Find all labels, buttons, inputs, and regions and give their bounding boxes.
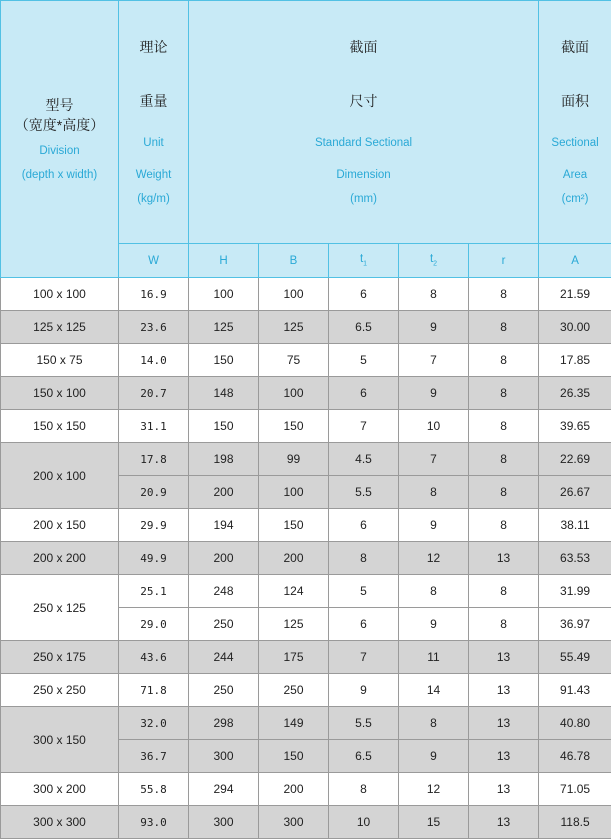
table-row xyxy=(1,575,611,608)
a-cell: 38.11 xyxy=(539,509,611,542)
a-cell: 91.43 xyxy=(539,674,611,707)
t1-cell: 9 xyxy=(329,674,399,707)
r-cell: 13 xyxy=(469,707,539,740)
w-cell: 29.9 xyxy=(119,509,189,542)
r-cell: 8 xyxy=(469,311,539,344)
b-cell: 125 xyxy=(259,311,329,344)
h-cell: 300 xyxy=(189,740,259,773)
table-row xyxy=(1,410,611,443)
table-row xyxy=(1,806,611,839)
w-cell: 49.9 xyxy=(119,542,189,575)
t2-cell: 7 xyxy=(399,344,469,377)
h-cell: 150 xyxy=(189,344,259,377)
b-cell: 175 xyxy=(259,641,329,674)
division-cell: 150 x 75 xyxy=(1,344,119,377)
t2-subscript: 2 xyxy=(433,261,437,268)
table-row xyxy=(1,377,611,410)
w-cell: 16.9 xyxy=(119,278,189,311)
division-zh-title: 型号 xyxy=(1,95,118,115)
a-cell: 63.53 xyxy=(539,542,611,575)
r-cell: 8 xyxy=(469,443,539,476)
b-cell: 300 xyxy=(259,806,329,839)
division-cell: 300 x 150 xyxy=(1,707,119,773)
division-cell: 300 x 300 xyxy=(1,806,119,839)
r-cell: 8 xyxy=(469,509,539,542)
w-cell: 29.0 xyxy=(119,608,189,641)
h-cell: 298 xyxy=(189,707,259,740)
b-cell: 99 xyxy=(259,443,329,476)
division-cell: 150 x 150 xyxy=(1,410,119,443)
table-header xyxy=(1,1,611,278)
a-cell: 31.99 xyxy=(539,575,611,608)
w-cell: 36.7 xyxy=(119,740,189,773)
a-cell: 26.35 xyxy=(539,377,611,410)
t1-cell: 5 xyxy=(329,344,399,377)
t1-cell: 6.5 xyxy=(329,311,399,344)
division-cell: 125 x 125 xyxy=(1,311,119,344)
a-cell: 26.67 xyxy=(539,476,611,509)
division-cell: 150 x 100 xyxy=(1,377,119,410)
header-dimension xyxy=(189,1,539,244)
division-en-subtitle: (depth x width) xyxy=(1,167,118,183)
a-cell: 46.78 xyxy=(539,740,611,773)
b-cell: 150 xyxy=(259,740,329,773)
division-cell: 250 x 125 xyxy=(1,575,119,641)
dimension-en-1: Standard Sectional xyxy=(189,135,538,151)
w-cell: 55.8 xyxy=(119,773,189,806)
r-cell: 8 xyxy=(469,278,539,311)
t2-cell: 8 xyxy=(399,278,469,311)
w-cell: 31.1 xyxy=(119,410,189,443)
r-cell: 8 xyxy=(469,476,539,509)
h-cell: 100 xyxy=(189,278,259,311)
header-area xyxy=(539,1,611,244)
table-row xyxy=(1,707,611,740)
r-cell: 13 xyxy=(469,740,539,773)
t1-cell: 5.5 xyxy=(329,707,399,740)
division-cell: 200 x 200 xyxy=(1,542,119,575)
a-cell: 40.80 xyxy=(539,707,611,740)
b-cell: 100 xyxy=(259,278,329,311)
r-cell: 8 xyxy=(469,344,539,377)
table-row xyxy=(1,542,611,575)
t1-cell: 6 xyxy=(329,608,399,641)
h-cell: 200 xyxy=(189,542,259,575)
r-cell: 8 xyxy=(469,377,539,410)
area-zh-2: 面积 xyxy=(539,91,611,111)
h-cell: 150 xyxy=(189,410,259,443)
t1-label: t xyxy=(360,253,363,265)
a-cell: 39.65 xyxy=(539,410,611,443)
t2-cell: 14 xyxy=(399,674,469,707)
b-cell: 149 xyxy=(259,707,329,740)
h-cell: 148 xyxy=(189,377,259,410)
area-en-1: Sectional xyxy=(539,135,611,151)
w-cell: 17.8 xyxy=(119,443,189,476)
h-cell: 198 xyxy=(189,443,259,476)
h-cell: 248 xyxy=(189,575,259,608)
t2-cell: 9 xyxy=(399,608,469,641)
h-cell: 125 xyxy=(189,311,259,344)
subheader-a: A xyxy=(539,244,611,278)
area-en-3: (cm²) xyxy=(539,191,611,207)
subheader-t2 xyxy=(399,244,469,278)
subheader-h: H xyxy=(189,244,259,278)
table-row xyxy=(1,443,611,476)
t1-subscript: 1 xyxy=(363,261,367,268)
w-cell: 14.0 xyxy=(119,344,189,377)
w-cell: 43.6 xyxy=(119,641,189,674)
b-cell: 200 xyxy=(259,542,329,575)
table-body xyxy=(1,278,611,839)
t2-cell: 12 xyxy=(399,773,469,806)
w-cell: 71.8 xyxy=(119,674,189,707)
a-cell: 71.05 xyxy=(539,773,611,806)
weight-zh-2: 重量 xyxy=(119,91,188,111)
b-cell: 100 xyxy=(259,377,329,410)
weight-en-2: Weight xyxy=(119,167,188,183)
subheader-b: B xyxy=(259,244,329,278)
t2-cell: 10 xyxy=(399,410,469,443)
h-cell: 244 xyxy=(189,641,259,674)
r-cell: 8 xyxy=(469,608,539,641)
dimension-en-3: (mm) xyxy=(189,191,538,207)
division-en-title: Division xyxy=(1,143,118,159)
a-cell: 118.5 xyxy=(539,806,611,839)
r-cell: 13 xyxy=(469,674,539,707)
w-cell: 20.9 xyxy=(119,476,189,509)
t1-cell: 7 xyxy=(329,410,399,443)
b-cell: 100 xyxy=(259,476,329,509)
a-cell: 17.85 xyxy=(539,344,611,377)
r-cell: 13 xyxy=(469,542,539,575)
dimension-en-2: Dimension xyxy=(189,167,538,183)
b-cell: 150 xyxy=(259,410,329,443)
dimension-zh-1: 截面 xyxy=(189,37,538,57)
t1-cell: 4.5 xyxy=(329,443,399,476)
w-cell: 25.1 xyxy=(119,575,189,608)
b-cell: 125 xyxy=(259,608,329,641)
b-cell: 250 xyxy=(259,674,329,707)
t1-cell: 8 xyxy=(329,773,399,806)
weight-en-1: Unit xyxy=(119,135,188,151)
division-cell: 100 x 100 xyxy=(1,278,119,311)
area-zh-1: 截面 xyxy=(539,37,611,57)
t1-cell: 5.5 xyxy=(329,476,399,509)
b-cell: 124 xyxy=(259,575,329,608)
table-row xyxy=(1,311,611,344)
t1-cell: 8 xyxy=(329,542,399,575)
h-cell: 250 xyxy=(189,674,259,707)
t2-cell: 15 xyxy=(399,806,469,839)
table-row xyxy=(1,278,611,311)
b-cell: 200 xyxy=(259,773,329,806)
table-row xyxy=(1,674,611,707)
t2-cell: 8 xyxy=(399,575,469,608)
t1-cell: 6 xyxy=(329,509,399,542)
t2-cell: 7 xyxy=(399,443,469,476)
subheader-w: W xyxy=(119,244,189,278)
area-en-2: Area xyxy=(539,167,611,183)
header-division xyxy=(1,1,119,278)
subheader-t1 xyxy=(329,244,399,278)
table-row xyxy=(1,773,611,806)
division-cell: 250 x 250 xyxy=(1,674,119,707)
r-cell: 8 xyxy=(469,575,539,608)
b-cell: 75 xyxy=(259,344,329,377)
t1-cell: 10 xyxy=(329,806,399,839)
a-cell: 21.59 xyxy=(539,278,611,311)
dimension-zh-2: 尺寸 xyxy=(189,91,538,111)
t2-cell: 9 xyxy=(399,377,469,410)
division-cell: 200 x 150 xyxy=(1,509,119,542)
weight-en-3: (kg/m) xyxy=(119,191,188,207)
t1-cell: 7 xyxy=(329,641,399,674)
t2-cell: 11 xyxy=(399,641,469,674)
w-cell: 32.0 xyxy=(119,707,189,740)
r-cell: 8 xyxy=(469,410,539,443)
r-cell: 13 xyxy=(469,806,539,839)
b-cell: 150 xyxy=(259,509,329,542)
t1-cell: 6.5 xyxy=(329,740,399,773)
a-cell: 22.69 xyxy=(539,443,611,476)
division-cell: 300 x 200 xyxy=(1,773,119,806)
h-cell: 300 xyxy=(189,806,259,839)
t2-cell: 8 xyxy=(399,707,469,740)
a-cell: 30.00 xyxy=(539,311,611,344)
t1-cell: 6 xyxy=(329,377,399,410)
r-cell: 13 xyxy=(469,641,539,674)
r-cell: 13 xyxy=(469,773,539,806)
t2-label: t xyxy=(430,253,433,265)
t1-cell: 6 xyxy=(329,278,399,311)
t2-cell: 12 xyxy=(399,542,469,575)
h-cell: 194 xyxy=(189,509,259,542)
t2-cell: 9 xyxy=(399,740,469,773)
a-cell: 36.97 xyxy=(539,608,611,641)
w-cell: 23.6 xyxy=(119,311,189,344)
table-row xyxy=(1,344,611,377)
w-cell: 20.7 xyxy=(119,377,189,410)
division-cell: 250 x 175 xyxy=(1,641,119,674)
subheader-r: r xyxy=(469,244,539,278)
t2-cell: 8 xyxy=(399,476,469,509)
table-row xyxy=(1,509,611,542)
weight-zh-1: 理论 xyxy=(119,37,188,57)
division-zh-subtitle: （宽度*高度） xyxy=(1,115,118,135)
h-cell: 250 xyxy=(189,608,259,641)
division-cell: 200 x 100 xyxy=(1,443,119,509)
header-weight xyxy=(119,1,189,244)
h-cell: 200 xyxy=(189,476,259,509)
t2-cell: 9 xyxy=(399,311,469,344)
table-row xyxy=(1,641,611,674)
h-cell: 294 xyxy=(189,773,259,806)
t2-cell: 9 xyxy=(399,509,469,542)
a-cell: 55.49 xyxy=(539,641,611,674)
w-cell: 93.0 xyxy=(119,806,189,839)
t1-cell: 5 xyxy=(329,575,399,608)
